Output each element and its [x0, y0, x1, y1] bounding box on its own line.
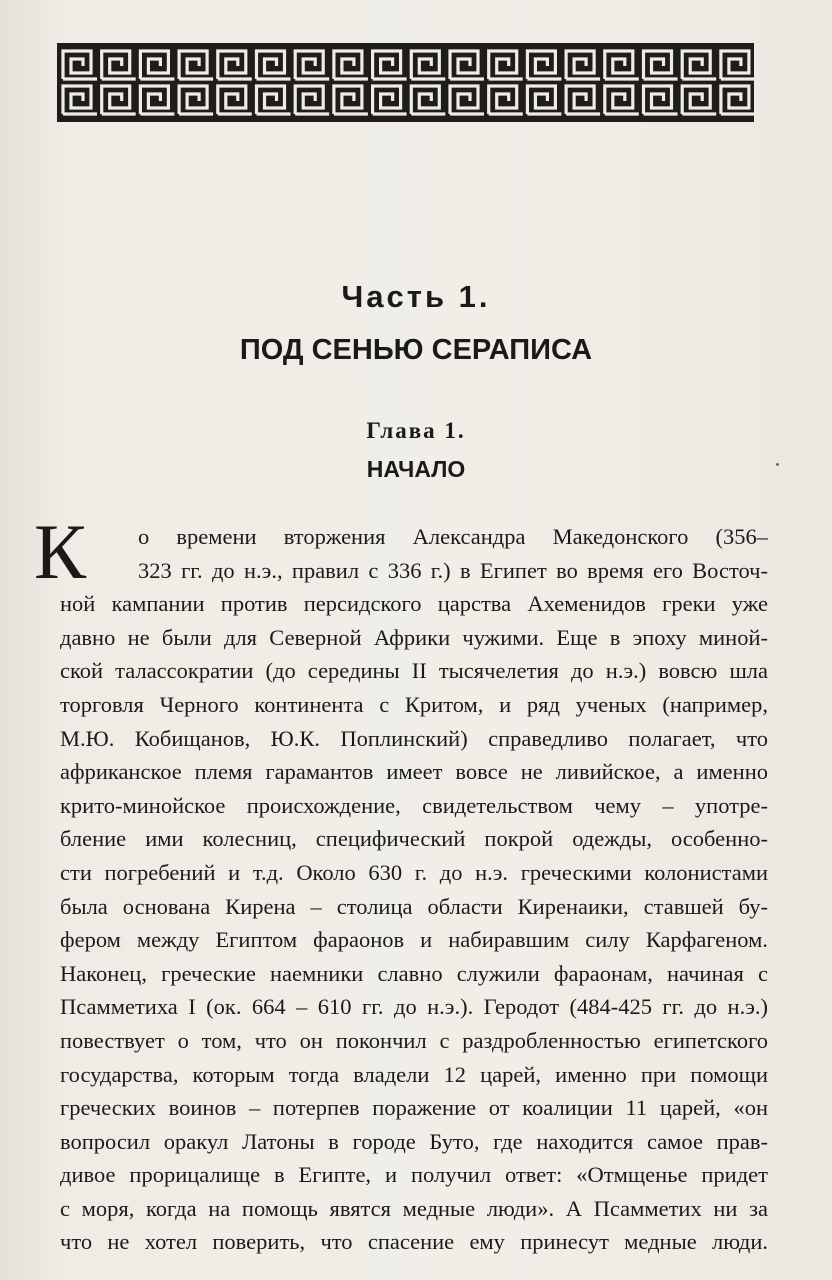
- text-line: 323 гг. до н.э., правил с 336 г.) в Египет во время его Восточ-: [138, 557, 768, 583]
- text-line: бление ими колесниц, специфический покрой одежды, особенно-: [60, 826, 768, 852]
- text-line: что не хотел поверить, что спасение ему принесут медные люди.: [60, 1229, 768, 1255]
- text-line: дивое прорицалище в Египте, и получил ответ: «Отмщенье придет: [60, 1162, 768, 1188]
- text-line: была основана Кирена – столица области Киренаики, ставшей бу-: [60, 893, 768, 919]
- part-subtitle: ПОД СЕНЬЮ СЕРАПИСА: [239, 334, 593, 366]
- text-line: М.Ю. Кобищанов, Ю.К. Поплинский) справедливо полагает, что: [60, 725, 768, 751]
- text-line: государства, которым тогда владели 12 царей, именно при помощи: [60, 1061, 768, 1087]
- text-line: ской талассократии (до середины II тысячелетия до н.э.) вовсю шла: [60, 658, 768, 684]
- text-line: повествует о том, что он покончил с раздробленностью египетского: [60, 1027, 768, 1053]
- text-line: Наконец, греческие наемники славно служили фараонам, начиная с: [60, 960, 768, 986]
- greek-key-border-icon: [57, 43, 754, 122]
- text-line: о времени вторжения Александра Македонского (356–: [138, 524, 768, 549]
- text-line: ной кампании против персидского царства Ахеменидов греки уже: [60, 591, 768, 617]
- text-line: африканское племя гарамантов имеет вовсе не ливийское, а именно: [60, 759, 768, 785]
- text-line: греческих воинов – потерпев поражение от коалиции 11 царей, «он: [60, 1095, 768, 1121]
- body-text: [60, 520, 768, 1259]
- text-line: сти погребений и т.д. Около 630 г. до н.э. греческими колонистами: [60, 859, 768, 885]
- text-line: торговля Черного континента с Критом, и ряд ученых (например,: [60, 691, 768, 717]
- text-line: с моря, когда на помощь явятся медные люди». А Псамметих ни за: [60, 1195, 768, 1221]
- page-speck: [776, 463, 779, 466]
- chapter-subtitle: НАЧАЛО: [366, 456, 466, 482]
- text-line: крито-минойское происхождение, свидетельством чему – употре-: [60, 792, 768, 818]
- text-line: фером между Египтом фараонов и набиравшим силу Карфагеном.: [60, 927, 768, 953]
- text-line: Псамметиха I (ок. 664 – 610 гг. до н.э.). Геродот (484-425 гг. до н.э.): [60, 994, 768, 1020]
- chapter-title: Глава 1.: [366, 418, 466, 443]
- drop-cap: К: [34, 508, 87, 595]
- text-line: давно не были для Северной Африки чужими. Еще в эпоху миной-: [60, 624, 768, 650]
- part-title: Часть 1.: [341, 279, 491, 314]
- text-line: вопросил оракул Латоны в городе Буто, где находится самое прав-: [60, 1128, 768, 1154]
